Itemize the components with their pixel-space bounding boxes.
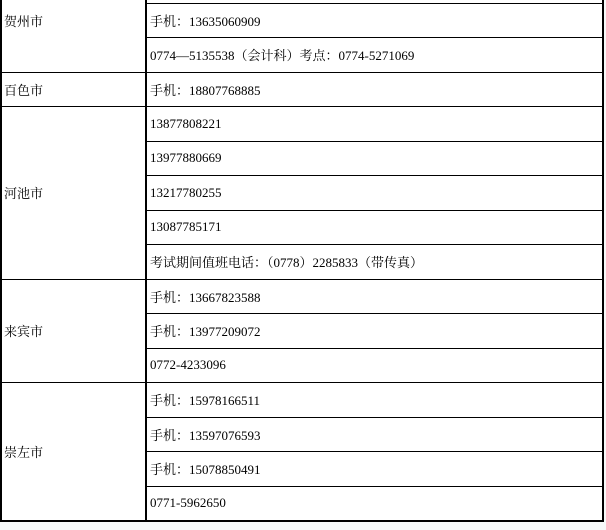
phone-cell: 手机：13635060909 xyxy=(146,3,603,38)
phone-cell: 0771-5962650 xyxy=(146,486,603,521)
city-cell-hezhou: 贺州市 xyxy=(1,0,146,72)
phone-cell: 13977880669 xyxy=(146,141,603,176)
table-row xyxy=(1,72,603,107)
table-row xyxy=(1,107,603,142)
phone-cell: 手机：15978166511 xyxy=(146,383,603,418)
phone-cell: 手机：13597076593 xyxy=(146,417,603,452)
phone-cell: 13217780255 xyxy=(146,176,603,211)
phone-cell: 手机：13667823588 xyxy=(146,279,603,314)
phone-cell: 考试期间值班电话：（0778）2285833（带传真） xyxy=(146,245,603,280)
city-cell-laibin: 来宾市 xyxy=(1,279,146,383)
table-row xyxy=(1,279,603,314)
phone-cell: 手机：13977209072 xyxy=(146,314,603,349)
table-row xyxy=(1,383,603,418)
phone-cell: 0772-4233096 xyxy=(146,348,603,383)
city-cell-chongzuo: 崇左市 xyxy=(1,383,146,521)
phone-cell: 0774—5135538（会计科）考点：0774-5271069 xyxy=(146,38,603,73)
phone-cell: 手机：15078850491 xyxy=(146,452,603,487)
phone-cell: 13877808221 xyxy=(146,107,603,142)
city-cell-baise: 百色市 xyxy=(1,72,146,107)
phone-cell: 手机：18807768885 xyxy=(146,72,603,107)
city-cell-hechi: 河池市 xyxy=(1,107,146,280)
phone-cell: 13087785171 xyxy=(146,210,603,245)
